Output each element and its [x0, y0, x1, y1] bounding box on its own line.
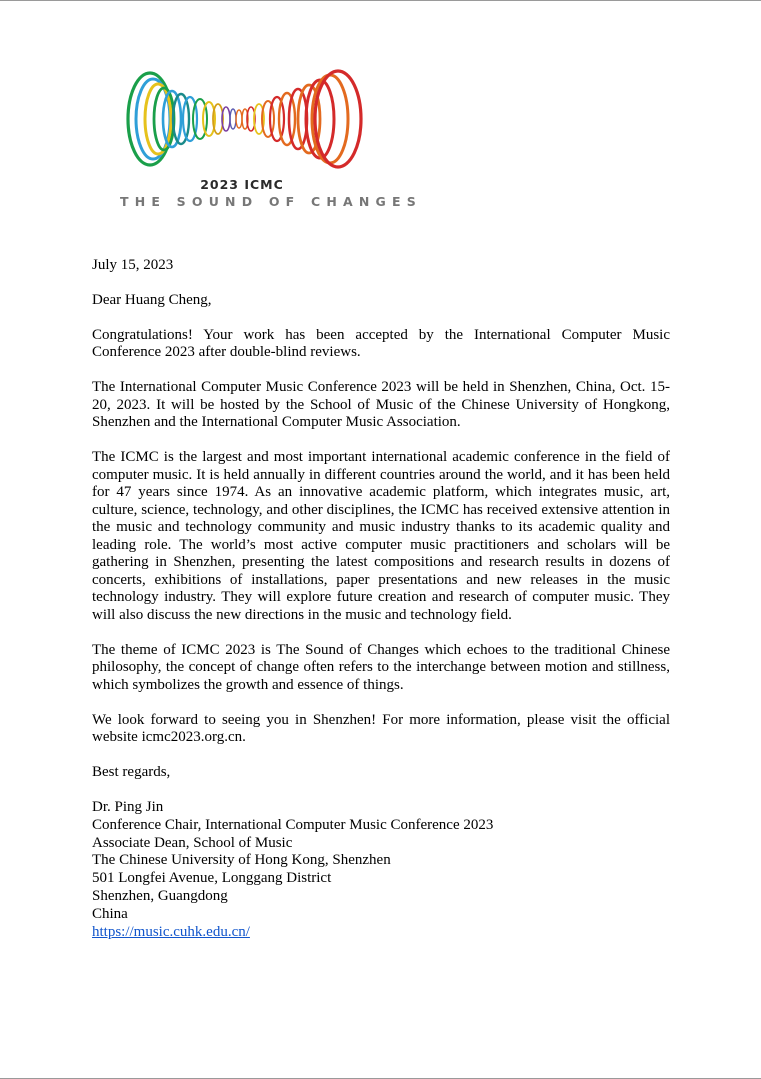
paragraph-venue: The International Computer Music Conference 2023 will be held in Shenzhen, China, Oct. 15-20, 2023. It will be hosted by the School of Music of the Chinese University of Hongkong, Shenzhen and the International Computer Music Association.: [92, 379, 670, 430]
signature-line: Associate Dean, School of Music: [92, 834, 293, 851]
logo-title: 2023 ICMC: [200, 177, 284, 192]
signature-block: [92, 799, 670, 941]
paragraph-acceptance: Congratulations! Your work has been accepted by the International Computer Music Conference 2023 after double-blind reviews.: [92, 326, 670, 360]
signature-line: The Chinese University of Hong Kong, Shenzhen: [92, 852, 391, 869]
letter-body: [92, 257, 670, 941]
signatory-name: Dr. Ping Jin: [92, 799, 164, 815]
salutation: Dear Huang Cheng,: [92, 291, 212, 308]
website-link[interactable]: https://music.cuhk.edu.cn/: [92, 923, 250, 940]
signature-line: China: [92, 905, 128, 922]
signature-line: 501 Longfei Avenue, Longgang District: [92, 870, 332, 887]
signature-line: Conference Chair, International Computer Music Conference 2023: [92, 816, 494, 833]
paragraph-invitation: We look forward to seeing you in Shenzhen! For more information, please visit the official website icmc2023.org.cn.: [92, 711, 670, 745]
signature-line: Shenzhen, Guangdong: [92, 887, 228, 904]
paragraph-theme: The theme of ICMC 2023 is The Sound of Changes which echoes to the traditional Chinese philosophy, the concept of change often refers to the interchange between motion and stillness, which symbolizes the growth and essence of things.: [92, 641, 670, 693]
logo-tagline: THE SOUND OF CHANGES: [120, 194, 422, 209]
icmc-logo: [120, 67, 422, 217]
letter-date: July 15, 2023: [92, 257, 174, 273]
sound-wave-logo-icon: [120, 67, 375, 177]
closing: Best regards,: [92, 764, 171, 780]
paragraph-about-icmc: The ICMC is the largest and most important international academic conference in the field of computer music. It is held annually in different countries around the world, and it has been held for 47 years since 1974. As an innovative academic platform, which integrates music, art, culture, science, technology, and other disciplines, the ICMC has received extensive attention in the music and technology community and music industry thanks to its academic quality and leading role. The world’s most active computer music practitioners and scholars will be gathering in Shenzhen, presenting the latest compositions and research results in dozens of concerts, exhibitions of installations, paper presentations and new releases in the music technology industry. They will explore future creation and research of computer music. They will also discuss the new directions in the music and technology field.: [92, 449, 670, 623]
